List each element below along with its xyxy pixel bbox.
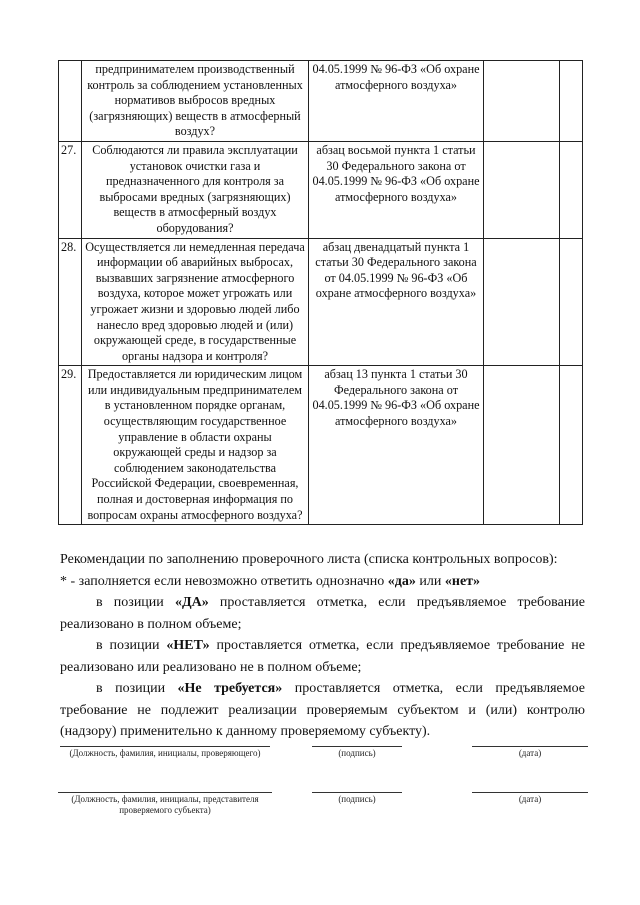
note-yes-pre: в позиции (96, 595, 175, 610)
answer-cell (484, 61, 560, 142)
signature-line (472, 792, 588, 793)
row-number (59, 61, 82, 142)
signature-line (58, 792, 272, 793)
subject-sign-caption: (подпись) (338, 794, 376, 804)
table-row (59, 238, 583, 366)
subject-signature-field (312, 792, 402, 805)
subject-date-field (472, 792, 588, 805)
inspector-date-caption: (дата) (518, 748, 542, 758)
note-yes (60, 592, 585, 635)
recommendations-heading: Рекомендации по заполнению проверочного листа (списка контрольных вопросов): (60, 552, 558, 567)
answer-cell (484, 366, 560, 525)
question-cell: предпринимателем производственный контроль за соблюдением установленных нормативов выбросов вредных (загрязняющих) веществ в атмосферный воздух? (82, 61, 309, 142)
subject-date-caption: (дата) (518, 794, 542, 804)
extra-cell (560, 61, 583, 142)
note-star-no: «нет» (444, 573, 481, 589)
note-no-key: «НЕТ» (166, 638, 210, 653)
note-na-text: проставляется отметка, если предъявляемое требование не подлежит реализации проверяемым субъектом и (или) контролю (надзору) применительно к данному проверяемому субъекту). (60, 681, 585, 739)
signature-line (472, 746, 588, 747)
note-no (60, 635, 585, 678)
recommendations (60, 549, 585, 743)
note-star-yes: «да» (387, 573, 416, 589)
table-row (59, 141, 583, 238)
extra-cell (560, 141, 583, 238)
note-no-pre: в позиции (96, 638, 167, 653)
signature-line (312, 792, 402, 793)
table-row (59, 61, 583, 142)
row-number: 28. (59, 238, 82, 366)
signature-line (312, 746, 402, 747)
question-cell: Соблюдаются ли правила эксплуатации установок очистки газа и предназначенного для контроля за выбросами вредных (загрязняющих) веществ в атмосферный воздух оборудования? (82, 141, 309, 238)
extra-cell (560, 238, 583, 366)
note-yes-key: «ДА» (174, 595, 209, 610)
answer-cell (484, 238, 560, 366)
inspector-caption: (Должность, фамилия, инициалы, проверяющего) (69, 748, 261, 758)
note-star-text: * - заполняется если невозможно ответить однозначно (60, 573, 388, 589)
note-na-pre: в позиции (96, 681, 178, 696)
question-cell: Предоставляется ли юридическим лицом или индивидуальным предпринимателем в установленном порядке органам, осуществляющим государственное управление в области охраны окружающей среды и надзор за соблюдением законодательства Российской Федерации, своевременная, полная и достоверная информация по вопросам охраны атмосферного воздуха? (82, 366, 309, 525)
reference-cell: абзац восьмой пункта 1 статьи 30 Федерального закона от 04.05.1999 № 96-ФЗ «Об охране атмосферного воздуха» (309, 141, 484, 238)
question-cell: Осуществляется ли немедленная передача информации об аварийных выбросах, вызвавших загрязнение атмосферного воздуха, которое может угрожать или угрожает жизни и здоровью людей либо нанесло вред здоровью людей и (или) окружающей среде, в государственные органы надзора и контроля? (82, 238, 309, 366)
table-row (59, 366, 583, 525)
inspector-signature-field (312, 746, 402, 759)
reference-cell: абзац двенадцатый пункта 1 статьи 30 Федерального закона от 04.05.1999 № 96-ФЗ «Об охране атмосферного воздуха» (309, 238, 484, 366)
inspector-date-field (472, 746, 588, 759)
answer-cell (484, 141, 560, 238)
extra-cell (560, 366, 583, 525)
note-yes-text: проставляется отметка, если предъявляемое требование реализовано в полном объеме; (60, 595, 585, 632)
row-number: 27. (59, 141, 82, 238)
inspector-position-field (60, 746, 270, 759)
row-number: 29. (59, 366, 82, 525)
subject-caption: (Должность, фамилия, инициалы, представителя проверяемого субъекта) (71, 794, 259, 815)
signature-line (60, 746, 270, 747)
note-not-required (60, 678, 585, 743)
inspector-sign-caption: (подпись) (338, 748, 376, 758)
checklist-table (58, 60, 583, 525)
subject-position-field (58, 792, 272, 816)
note-star (60, 571, 585, 593)
reference-cell: абзац 13 пункта 1 статьи 30 Федерального закона от 04.05.1999 № 96-ФЗ «Об охране атмосферного воздуха» (309, 366, 484, 525)
note-na-key: «Не требуется» (177, 681, 283, 696)
note-star-or: или (415, 573, 445, 589)
reference-cell: 04.05.1999 № 96-ФЗ «Об охране атмосферного воздуха» (309, 61, 484, 142)
note-no-text: проставляется отметка, если предъявляемое требование не реализовано или реализовано не в полном объеме; (60, 638, 585, 675)
